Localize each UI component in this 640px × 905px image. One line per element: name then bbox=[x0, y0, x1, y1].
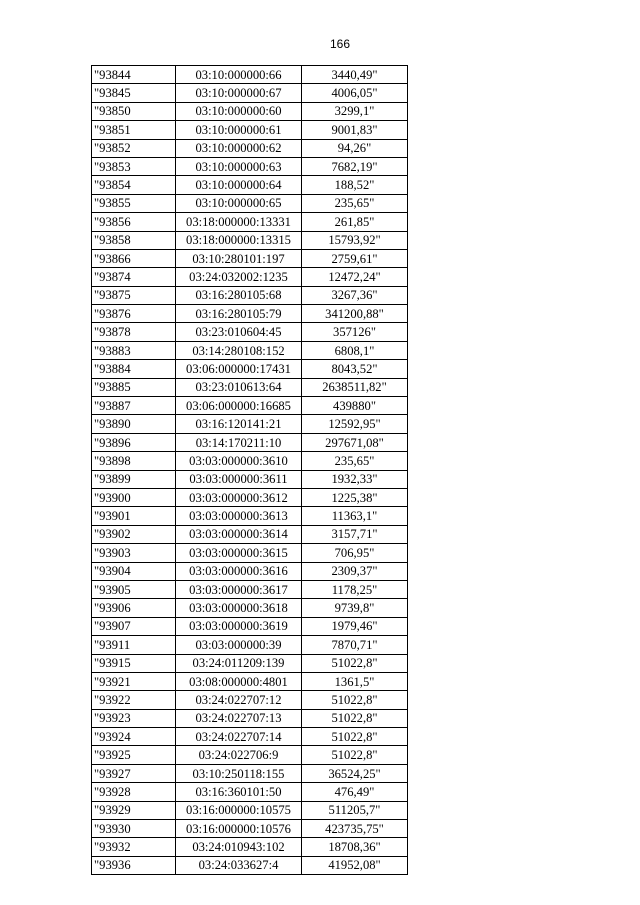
cadastral-number-cell: 03:16:000000:10576 bbox=[176, 820, 302, 838]
record-id-cell: "93902 bbox=[92, 525, 176, 543]
cadastral-number-cell: 03:24:022707:14 bbox=[176, 728, 302, 746]
cadastral-number-cell: 03:24:022707:12 bbox=[176, 691, 302, 709]
cadastral-number-cell: 03:03:000000:3610 bbox=[176, 452, 302, 470]
record-id-cell: "93898 bbox=[92, 452, 176, 470]
table-row bbox=[92, 507, 408, 525]
page-number: 166 bbox=[329, 37, 351, 51]
record-id-cell: "93903 bbox=[92, 544, 176, 562]
amount-cell: 476,49" bbox=[302, 783, 408, 801]
amount-cell: 36524,25" bbox=[302, 764, 408, 782]
cadastral-number-cell: 03:10:000000:67 bbox=[176, 84, 302, 102]
table-row bbox=[92, 286, 408, 304]
table-row bbox=[92, 470, 408, 488]
table-row bbox=[92, 268, 408, 286]
table-row bbox=[92, 121, 408, 139]
record-id-cell: "93887 bbox=[92, 397, 176, 415]
table-row bbox=[92, 654, 408, 672]
table-row bbox=[92, 580, 408, 598]
table-row bbox=[92, 231, 408, 249]
record-id-cell: "93928 bbox=[92, 783, 176, 801]
table-row bbox=[92, 838, 408, 856]
cadastral-number-cell: 03:06:000000:16685 bbox=[176, 397, 302, 415]
record-id-cell: "93911 bbox=[92, 636, 176, 654]
amount-cell: 1979,46" bbox=[302, 617, 408, 635]
cadastral-number-cell: 03:16:280105:79 bbox=[176, 305, 302, 323]
table-row bbox=[92, 194, 408, 212]
record-id-cell: "93884 bbox=[92, 360, 176, 378]
table-row bbox=[92, 249, 408, 267]
cadastral-number-cell: 03:24:010943:102 bbox=[176, 838, 302, 856]
record-id-cell: "93874 bbox=[92, 268, 176, 286]
cadastral-number-cell: 03:03:000000:3612 bbox=[176, 488, 302, 506]
record-id-cell: "93923 bbox=[92, 709, 176, 727]
amount-cell: 1178,25" bbox=[302, 580, 408, 598]
cadastral-number-cell: 03:03:000000:3611 bbox=[176, 470, 302, 488]
record-id-cell: "93856 bbox=[92, 213, 176, 231]
record-id-cell: "93901 bbox=[92, 507, 176, 525]
table-row bbox=[92, 433, 408, 451]
amount-cell: 4006,05" bbox=[302, 84, 408, 102]
amount-cell: 9739,8" bbox=[302, 599, 408, 617]
table-row bbox=[92, 84, 408, 102]
amount-cell: 11363,1" bbox=[302, 507, 408, 525]
amount-cell: 41952,08" bbox=[302, 856, 408, 874]
table-row bbox=[92, 617, 408, 635]
record-id-cell: "93921 bbox=[92, 672, 176, 690]
table-row bbox=[92, 397, 408, 415]
table-row bbox=[92, 783, 408, 801]
record-id-cell: "93900 bbox=[92, 488, 176, 506]
table-row bbox=[92, 709, 408, 727]
table-row bbox=[92, 378, 408, 396]
record-id-cell: "93906 bbox=[92, 599, 176, 617]
cadastral-number-cell: 03:10:000000:61 bbox=[176, 121, 302, 139]
cadastral-number-cell: 03:03:000000:3619 bbox=[176, 617, 302, 635]
cadastral-number-cell: 03:06:000000:17431 bbox=[176, 360, 302, 378]
amount-cell: 51022,8" bbox=[302, 654, 408, 672]
record-id-cell: "93925 bbox=[92, 746, 176, 764]
record-id-cell: "93853 bbox=[92, 157, 176, 175]
record-id-cell: "93904 bbox=[92, 562, 176, 580]
cadastral-number-cell: 03:10:000000:65 bbox=[176, 194, 302, 212]
amount-cell: 51022,8" bbox=[302, 691, 408, 709]
cadastral-number-cell: 03:14:170211:10 bbox=[176, 433, 302, 451]
amount-cell: 7870,71" bbox=[302, 636, 408, 654]
cadastral-number-cell: 03:16:360101:50 bbox=[176, 783, 302, 801]
amount-cell: 2638511,82" bbox=[302, 378, 408, 396]
table-row bbox=[92, 66, 408, 84]
cadastral-number-cell: 03:03:000000:3613 bbox=[176, 507, 302, 525]
table-row bbox=[92, 856, 408, 874]
amount-cell: 3267,36" bbox=[302, 286, 408, 304]
cadastral-number-cell: 03:08:000000:4801 bbox=[176, 672, 302, 690]
table-row bbox=[92, 544, 408, 562]
cadastral-number-cell: 03:24:022706:9 bbox=[176, 746, 302, 764]
cadastral-number-cell: 03:10:250118:155 bbox=[176, 764, 302, 782]
amount-cell: 15793,92" bbox=[302, 231, 408, 249]
cadastral-number-cell: 03:03:000000:3616 bbox=[176, 562, 302, 580]
record-id-cell: "93851 bbox=[92, 121, 176, 139]
table-row bbox=[92, 323, 408, 341]
table-row bbox=[92, 305, 408, 323]
table-row bbox=[92, 213, 408, 231]
cadastral-number-cell: 03:14:280108:152 bbox=[176, 341, 302, 359]
record-id-cell: "93927 bbox=[92, 764, 176, 782]
record-id-cell: "93855 bbox=[92, 194, 176, 212]
table-row bbox=[92, 102, 408, 120]
cadastral-number-cell: 03:23:010613:64 bbox=[176, 378, 302, 396]
record-id-cell: "93896 bbox=[92, 433, 176, 451]
cadastral-number-cell: 03:24:022707:13 bbox=[176, 709, 302, 727]
cadastral-number-cell: 03:10:000000:66 bbox=[176, 66, 302, 84]
amount-cell: 8043,52" bbox=[302, 360, 408, 378]
cadastral-number-cell: 03:03:000000:3618 bbox=[176, 599, 302, 617]
amount-cell: 439880" bbox=[302, 397, 408, 415]
table-row bbox=[92, 488, 408, 506]
cadastral-number-cell: 03:03:000000:3617 bbox=[176, 580, 302, 598]
cadastral-number-cell: 03:10:000000:64 bbox=[176, 176, 302, 194]
amount-cell: 423735,75" bbox=[302, 820, 408, 838]
amount-cell: 511205,7" bbox=[302, 801, 408, 819]
cadastral-number-cell: 03:24:011209:139 bbox=[176, 654, 302, 672]
amount-cell: 51022,8" bbox=[302, 746, 408, 764]
amount-cell: 1225,38" bbox=[302, 488, 408, 506]
amount-cell: 235,65" bbox=[302, 194, 408, 212]
record-id-cell: "93854 bbox=[92, 176, 176, 194]
record-id-cell: "93875 bbox=[92, 286, 176, 304]
cadastral-number-cell: 03:16:000000:10575 bbox=[176, 801, 302, 819]
record-id-cell: "93883 bbox=[92, 341, 176, 359]
cadastral-number-cell: 03:23:010604:45 bbox=[176, 323, 302, 341]
record-id-cell: "93930 bbox=[92, 820, 176, 838]
amount-cell: 3440,49" bbox=[302, 66, 408, 84]
amount-cell: 2309,37" bbox=[302, 562, 408, 580]
cadastral-number-cell: 03:24:032002:1235 bbox=[176, 268, 302, 286]
table-row bbox=[92, 525, 408, 543]
table-row bbox=[92, 746, 408, 764]
record-id-cell: "93878 bbox=[92, 323, 176, 341]
record-id-cell: "93899 bbox=[92, 470, 176, 488]
table-row bbox=[92, 341, 408, 359]
table-row bbox=[92, 415, 408, 433]
cadastral-number-cell: 03:24:033627:4 bbox=[176, 856, 302, 874]
amount-cell: 2759,61" bbox=[302, 249, 408, 267]
cadastral-number-cell: 03:10:000000:63 bbox=[176, 157, 302, 175]
record-id-cell: "93850 bbox=[92, 102, 176, 120]
cadastral-number-cell: 03:16:120141:21 bbox=[176, 415, 302, 433]
table-row bbox=[92, 820, 408, 838]
table-row bbox=[92, 360, 408, 378]
amount-cell: 6808,1" bbox=[302, 341, 408, 359]
table-row bbox=[92, 691, 408, 709]
record-id-cell: "93924 bbox=[92, 728, 176, 746]
amount-cell: 3299,1" bbox=[302, 102, 408, 120]
amount-cell: 297671,08" bbox=[302, 433, 408, 451]
cadastral-number-cell: 03:10:000000:62 bbox=[176, 139, 302, 157]
table-row bbox=[92, 562, 408, 580]
cadastral-number-cell: 03:03:000000:3614 bbox=[176, 525, 302, 543]
cadastral-number-cell: 03:16:280105:68 bbox=[176, 286, 302, 304]
record-id-cell: "93929 bbox=[92, 801, 176, 819]
amount-cell: 94,26" bbox=[302, 139, 408, 157]
amount-cell: 357126" bbox=[302, 323, 408, 341]
cadastral-number-cell: 03:18:000000:13331 bbox=[176, 213, 302, 231]
table-row bbox=[92, 636, 408, 654]
record-id-cell: "93866 bbox=[92, 249, 176, 267]
record-id-cell: "93907 bbox=[92, 617, 176, 635]
table-row bbox=[92, 157, 408, 175]
cadastral-number-cell: 03:18:000000:13315 bbox=[176, 231, 302, 249]
cadastral-number-cell: 03:10:280101:197 bbox=[176, 249, 302, 267]
table-row bbox=[92, 728, 408, 746]
amount-cell: 1361,5" bbox=[302, 672, 408, 690]
table-row bbox=[92, 599, 408, 617]
table-row bbox=[92, 672, 408, 690]
amount-cell: 7682,19" bbox=[302, 157, 408, 175]
record-id-cell: "93885 bbox=[92, 378, 176, 396]
amount-cell: 706,95" bbox=[302, 544, 408, 562]
table-row bbox=[92, 452, 408, 470]
table-row bbox=[92, 764, 408, 782]
data-table bbox=[91, 65, 408, 875]
cadastral-number-cell: 03:10:000000:60 bbox=[176, 102, 302, 120]
amount-cell: 235,65" bbox=[302, 452, 408, 470]
table-row bbox=[92, 801, 408, 819]
amount-cell: 9001,83" bbox=[302, 121, 408, 139]
cadastral-number-cell: 03:03:000000:3615 bbox=[176, 544, 302, 562]
record-id-cell: "93858 bbox=[92, 231, 176, 249]
record-id-cell: "93905 bbox=[92, 580, 176, 598]
amount-cell: 3157,71" bbox=[302, 525, 408, 543]
amount-cell: 12472,24" bbox=[302, 268, 408, 286]
amount-cell: 51022,8" bbox=[302, 709, 408, 727]
record-id-cell: "93932 bbox=[92, 838, 176, 856]
amount-cell: 1932,33" bbox=[302, 470, 408, 488]
amount-cell: 18708,36" bbox=[302, 838, 408, 856]
amount-cell: 51022,8" bbox=[302, 728, 408, 746]
amount-cell: 341200,88" bbox=[302, 305, 408, 323]
amount-cell: 261,85" bbox=[302, 213, 408, 231]
record-id-cell: "93876 bbox=[92, 305, 176, 323]
amount-cell: 12592,95" bbox=[302, 415, 408, 433]
amount-cell: 188,52" bbox=[302, 176, 408, 194]
table-row bbox=[92, 139, 408, 157]
record-id-cell: "93915 bbox=[92, 654, 176, 672]
table-row bbox=[92, 176, 408, 194]
record-id-cell: "93922 bbox=[92, 691, 176, 709]
record-id-cell: "93852 bbox=[92, 139, 176, 157]
cadastral-number-cell: 03:03:000000:39 bbox=[176, 636, 302, 654]
record-id-cell: "93936 bbox=[92, 856, 176, 874]
table-body bbox=[92, 66, 408, 875]
record-id-cell: "93845 bbox=[92, 84, 176, 102]
record-id-cell: "93890 bbox=[92, 415, 176, 433]
record-id-cell: "93844 bbox=[92, 66, 176, 84]
